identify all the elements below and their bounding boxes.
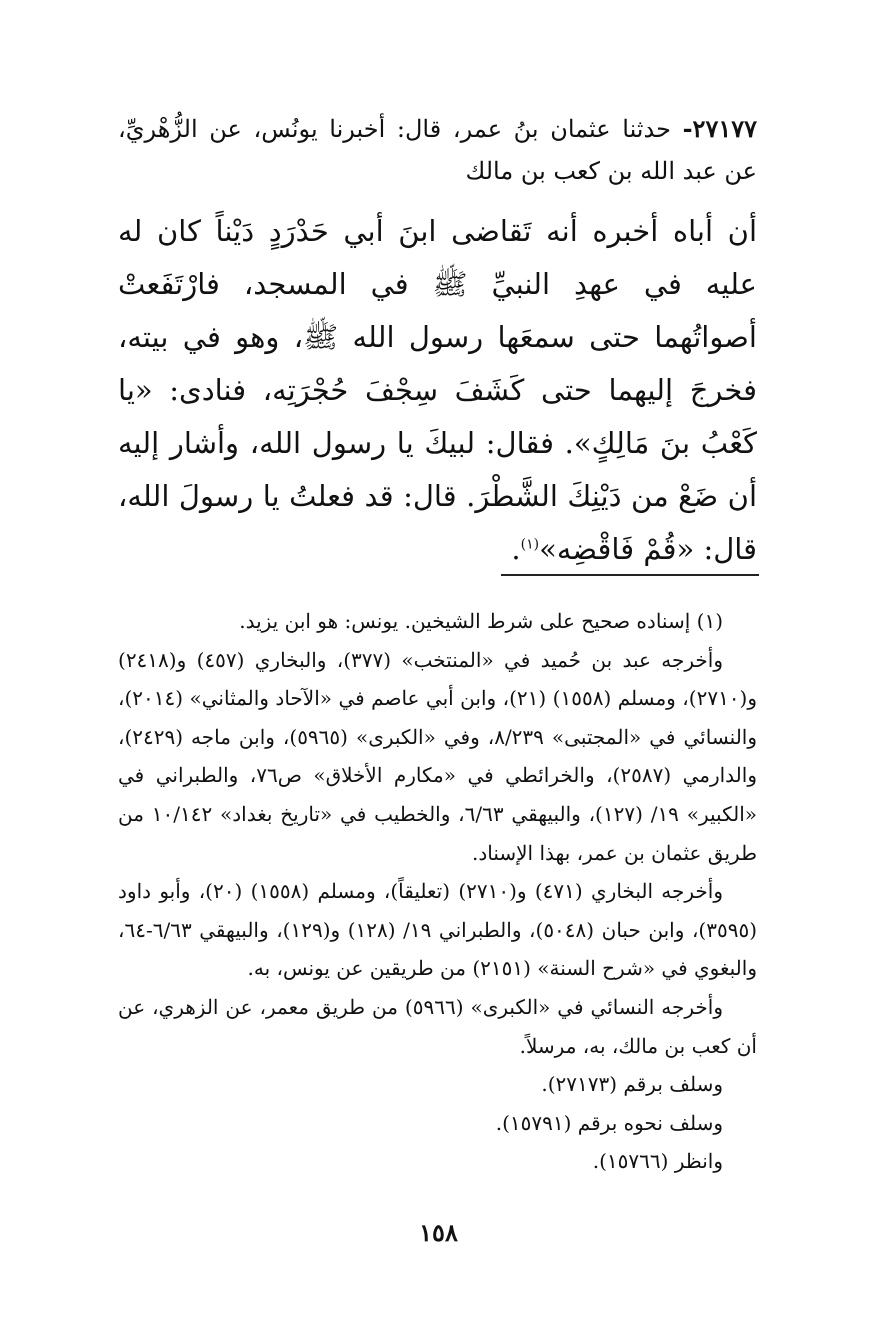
footnote-separator bbox=[501, 574, 759, 576]
footnote-item: (١) إسناده صحيح على شرط الشيخين. يونس: هو ابن يزيد. bbox=[239, 609, 723, 633]
footnote-item: وأخرجه البخاري (٤٧١) و(٢٧١٠) (تعليقاً)، ومسلم (١٥٥٨) (٢٠)، وأبو داود (٣٥٩٥)، وابن حبان (٥٠٤٨)، والطبراني ١٩/ (١٢٨) و(١٢٩)، والبيهقي ٦/٦٣-٦٤، والبغوي في «شرح السنة» (٢١٥١) من طريقين عن يونس، به. bbox=[118, 879, 757, 981]
hadith-matn bbox=[118, 205, 757, 576]
footnote-item: وأخرجه عبد بن حُميد في «المنتخب» (٣٧٧)، والبخاري (٤٥٧) و(٢٤١٨) و(٢٧١٠)، ومسلم (١٥٥٨) (٢١)، وابن أبي عاصم في «الآحاد والمثاني» (٢٠١٤)، والنسائي في «المجتبى» ٨/٢٣٩، وفي «الكبرى» (٥٩٦٥)، وابن ماجه (٢٤٢٩)، والدارمي (٢٥٨٧)، والخرائطي في «مكارم الأخلاق» ص٧٦، والطبراني في «الكبير» ١٩/ (١٢٧)، والبيهقي ٦/٦٣، والخطيب في «تاريخ بغداد» ١٠/١٤٢ من طريق عثمان بن عمر، بهذا الإسناد. bbox=[118, 647, 758, 865]
hadith-number: ٢٧١٧٧- bbox=[682, 114, 757, 143]
page-number: ١٥٨ bbox=[419, 1218, 458, 1247]
footnote-reference: (١) bbox=[520, 536, 540, 553]
footnotes bbox=[118, 602, 757, 1181]
matn-end: . bbox=[511, 532, 521, 566]
matn-text: أن أباه أخبره أنه تَقاضى ابنَ أبي حَدْرَدٍ دَيْناً كان له عليه في عهدِ النبيِّ ﷺ في المسجد، فارْتَفَعتْ أصواتُهما حتى سمعَها رسول الله ﷺ، وهو في بيته، فخرجَ إليهما حتى كَشَفَ سِجْفَ حُجْرَتِه، فنادى: «يا كَعْبُ بنَ مَالِكٍ». فقال: لبيكَ يا رسول الله، وأشار إليه أن ضَعْ من دَيْنِكَ الشَّطْرَ. قال: قد فعلتُ يا رسولَ الله، قال: «قُمْ فَاقْضِه» bbox=[118, 214, 757, 566]
footnote-item: وانظر (١٥٧٦٦). bbox=[592, 1149, 723, 1174]
footnote-item: وسلف برقم (٢٧١٧٣). bbox=[541, 1072, 723, 1097]
footnote-item: وسلف نحوه برقم (١٥٧٩١). bbox=[495, 1110, 723, 1135]
footnote-item: وأخرجه النسائي في «الكبرى» (٥٩٦٦) من طريق معمر، عن الزهري، عن أن كعب بن مالك، به، مرسلاً. bbox=[118, 994, 757, 1058]
hadith-isnad bbox=[118, 108, 757, 192]
isnad-text: حدثنا عثمان بنُ عمر، قال: أخبرنا يونُس، عن الزُّهْريِّ، عن عبد الله بن كعب بن مالك bbox=[118, 115, 757, 185]
